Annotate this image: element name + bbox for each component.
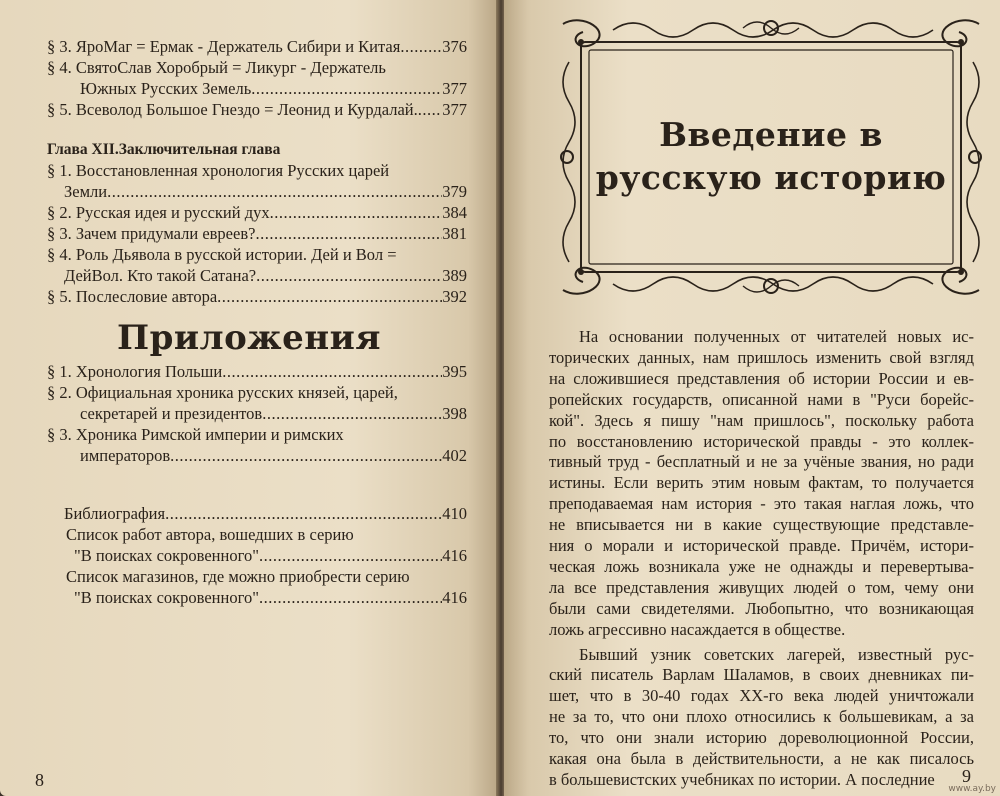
body-line: ния о морали и исторической правде. Причём, истори- — [549, 536, 974, 555]
toc-entry-first-line: Список работ автора, вошедших в серию — [66, 525, 354, 544]
toc-entry-first-line: § 3. Хроника Римской империи и римских — [47, 425, 344, 444]
toc-entry-label: § 3. ЯроМаг = Ермак - Держатель Сибири и Китая — [47, 37, 401, 56]
toc-entry-page: 395 — [442, 362, 467, 381]
toc-entry-page: 376 — [442, 37, 467, 56]
chapter-title-line1: Введение в — [659, 115, 883, 154]
body-line: кой". Здесь я пишу "нам пришлось", поскольку работа — [549, 410, 974, 430]
toc-entry-label: "В поисках сокровенного" — [74, 546, 259, 565]
body-line: преподаваемая нам история - это такая наглая ложь, что — [549, 494, 974, 514]
toc-entry-label: § 5. Послесловие автора — [47, 287, 218, 306]
toc-entry-first-line: Список магазинов, где можно приобрести серию — [66, 567, 410, 586]
toc-entry-page: 377 — [442, 100, 467, 119]
body-line: ложь агрессивно насаждается в обществе. — [549, 619, 846, 639]
body-line: какая она была в действительности, а не как писалось — [549, 749, 974, 768]
toc-entry-page: 416 — [442, 546, 467, 565]
body-line: на сложившиеся представления об истории России и ев- — [549, 368, 974, 388]
body-line: в большевистских учебниках по истории. А последние — [549, 769, 935, 789]
toc-entry-label: императоров — [80, 446, 171, 465]
chapter-heading: Глава XII.Заключительная глава — [47, 141, 281, 158]
body-line: то, что они знали историю дореволюционной России, — [549, 728, 974, 748]
toc-entry-page: 410 — [442, 504, 467, 523]
toc-entry — [74, 546, 467, 566]
toc-entry-page: 389 — [442, 266, 467, 285]
toc-entry-label: § 5. Всеволод Большое Гнездо = Леонид и Курдалай. — [47, 100, 418, 119]
body-line: шет, что в 30-40 годах XX-го века людей уничтожали — [549, 686, 974, 706]
toc-entry — [47, 362, 467, 382]
toc-entry-first-line: § 1. Восстановленная хронология Русских царей — [47, 161, 390, 180]
toc-entry-page: 392 — [442, 287, 467, 306]
toc-entry-page: 398 — [442, 404, 467, 423]
toc-entry — [74, 588, 467, 608]
ornamental-frame — [553, 12, 989, 302]
page-number: 8 — [35, 770, 44, 790]
toc-entry-label: Земли — [64, 182, 108, 201]
toc-entry-first-line: § 4. СвятоСлав Хоробрый = Ликург - Держатель — [47, 58, 386, 77]
body-line: ческая ложь возникала уже не однажды и перевертыва- — [549, 556, 974, 576]
toc-entry — [80, 79, 467, 99]
toc-entry-label: § 3. Зачем придумали евреев? — [47, 224, 256, 243]
toc-entry-page: 384 — [442, 203, 467, 222]
body-line: по восстановлению исторической правды - это коллек- — [549, 431, 974, 451]
body-line: не за то, что они плохо относились к большевикам, а за — [549, 707, 974, 727]
appendix-title: Приложения — [117, 318, 381, 358]
chapter-title-line2: русскую историю — [595, 158, 947, 197]
toc-entry-page: 377 — [442, 79, 467, 98]
body-line: тивный труд - бесплатный и не за учёные звания, но ради — [549, 452, 974, 472]
toc-entry — [80, 404, 467, 424]
toc-entry — [64, 266, 467, 286]
toc-entry — [64, 182, 467, 202]
body-line: ский писатель Варлам Шаламов, в своих дневниках пи- — [549, 665, 974, 685]
toc-entry — [47, 37, 467, 57]
watermark: www.ay.by — [948, 784, 996, 794]
toc-entry-label: Южных Русских Земель — [80, 79, 252, 98]
left-page — [0, 0, 498, 796]
body-line: Бывший узник советских лагерей, известный рус- — [579, 644, 974, 664]
toc-entry-label: § 1. Хронология Польши — [47, 362, 223, 381]
toc-entry — [47, 203, 467, 223]
toc-entry — [47, 100, 467, 120]
body-line: На основании полученных от читателей новых ис- — [579, 327, 974, 346]
body-line: были сами свидетелями. Любопытно, что возникающая — [549, 598, 974, 618]
toc-entry-page: 381 — [442, 224, 467, 243]
body-line: истины. Если верить этим новым фактам, то получается — [549, 473, 974, 493]
toc-entry-page: 402 — [442, 446, 467, 465]
toc-entry-label: Библиография — [64, 504, 166, 523]
toc-entry-page: 416 — [442, 588, 467, 607]
toc-entry-label: § 2. Русская идея и русский дух — [47, 203, 270, 222]
toc-entry-first-line: § 4. Роль Дьявола в русской истории. Дей и Вол = — [47, 245, 397, 264]
body-line: ропейских государств, описанной нами в "Руси борейс- — [549, 389, 974, 409]
toc-entry-first-line: § 2. Официальная хроника русских князей, царей, — [47, 383, 398, 402]
toc-entry-label: "В поисках сокровенного" — [74, 588, 259, 607]
body-line: торических данных, нам пришлось изменить свой взгляд — [549, 347, 974, 367]
toc-entry-page: 379 — [442, 182, 467, 201]
toc-entry-label: секретарей и президентов — [80, 404, 263, 423]
toc-entry-label: ДейВол. Кто такой Сатана? — [64, 266, 257, 285]
toc-entry — [47, 287, 467, 307]
toc-entry — [80, 446, 467, 466]
toc-entry — [47, 224, 467, 244]
body-line: ла все представления живущих людей о том, чему они — [549, 577, 974, 597]
body-line: не вписывается ни в какие существующие представле- — [549, 515, 974, 535]
toc-entry — [64, 504, 467, 524]
page-number: 9 — [962, 766, 971, 786]
